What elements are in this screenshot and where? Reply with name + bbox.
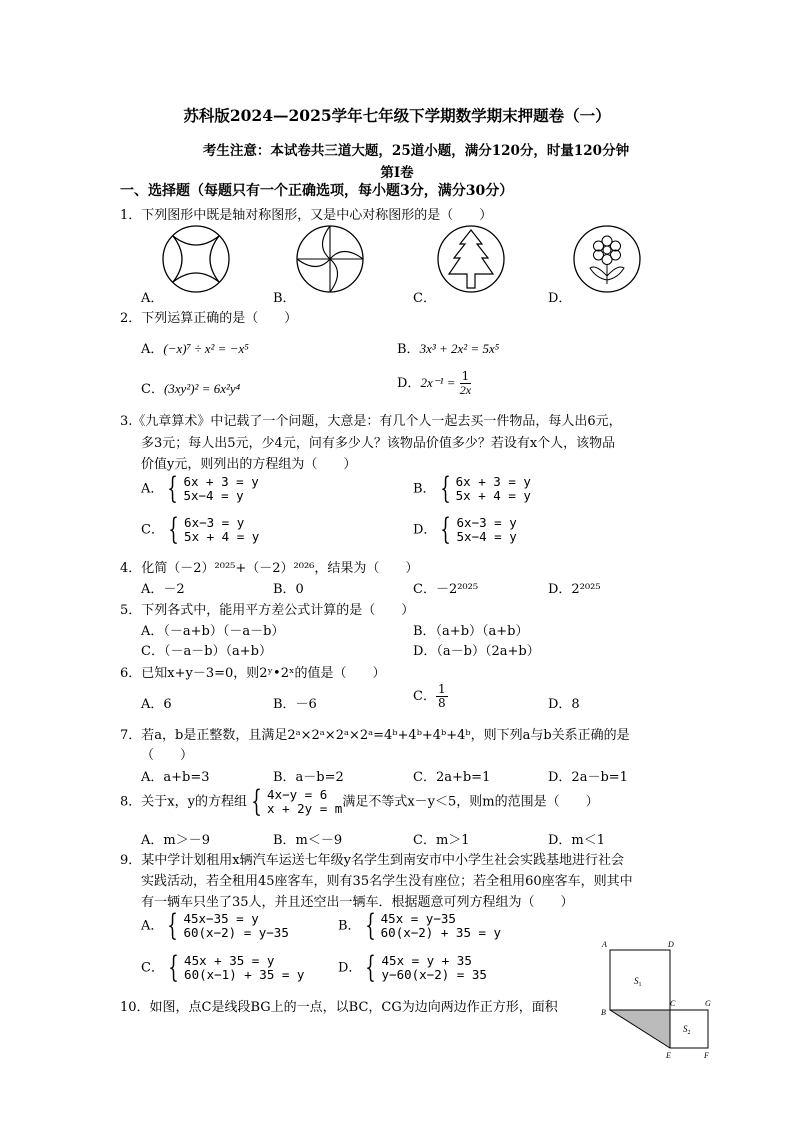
q2-option-a: A．(−x)⁷ ÷ x² = −x⁵ — [141, 341, 249, 357]
q2-stem: 2．下列运算正确的是（ ） — [120, 311, 298, 326]
q6-option-d: D．8 — [548, 697, 580, 712]
q2-option-c: C．(3xy²)² = 6x²y⁴ — [141, 381, 241, 397]
volume-label: 第Ⅰ卷 — [380, 165, 414, 181]
q10-stem: 10．如图，点C是线段BG上的一点，以BC，CG为边向两边作正方形，面积 — [120, 1000, 558, 1015]
q8-option-c: C．m＞1 — [413, 833, 470, 848]
label-b: B — [601, 1008, 606, 1017]
q4-option-a: A．－2 — [141, 582, 185, 597]
label-e: E — [666, 1051, 671, 1060]
q4-stem: 4．化简（－2）²⁰²⁵+（－2）²⁰²⁶，结果为（ ） — [120, 561, 419, 576]
q8-option-d: D．m＜1 — [548, 833, 606, 848]
q6-option-c: C． $\frac{1}{8}$ — [413, 682, 446, 710]
q6-stem: 6．已知x+y－3=0，则2ʸ•2ˣ的值是（ ） — [120, 666, 386, 681]
q8-option-b: B．m＜－9 — [273, 833, 343, 848]
q4-option-b: B．0 — [273, 582, 304, 597]
exam-notice: 考生注意：本试卷共三道大题，25道小题，满分120分，时量120分钟 — [202, 143, 630, 159]
q1-option-c: C． — [413, 291, 436, 306]
q7-option-c: C．2a+b=1 — [413, 770, 491, 785]
q10-figure — [598, 937, 723, 1062]
q9-line-1: 9．某中学计划租用x辆汽车运送七年级y名学生到南安市中小学生社会实践基地进行社会 — [120, 853, 624, 868]
q6-option-a: A．6 — [141, 697, 172, 712]
q9-option-b: B． { 45x = y−35 60(x−2) + 35 = y — [338, 908, 502, 943]
q9-line-3: 有一辆车只坐了35人，并且还空出一辆车．根据题意可列方程组为（ ） — [141, 895, 574, 910]
q3-option-d: D． { 6x−3 = y 5x−4 = y — [413, 512, 517, 547]
label-s2: $S_2$ — [683, 1024, 691, 1036]
q9-option-a: A． { 45x−35 = y 60(x−2) = y−35 — [141, 908, 289, 943]
label-d: D — [668, 940, 674, 949]
q4-option-c: C．－2²⁰²⁵ — [413, 582, 479, 597]
q5-option-a: A．（－a+b）（－a－b） — [141, 624, 285, 639]
q7-line-2: （ ） — [141, 748, 194, 763]
q1-option-b: B． — [273, 291, 296, 306]
q7-option-b: B．a－b=2 — [273, 770, 344, 785]
q8-option-a: A．m＞－9 — [141, 833, 210, 848]
q1-figure-d — [572, 224, 642, 294]
q3-line-1: 3.《九章算术》中记载了一个问题，大意是：有几个人一起去买一件物品，每人出6元， — [120, 414, 622, 429]
label-a: A — [602, 940, 607, 949]
q1-figure-a — [161, 224, 231, 294]
q3-line-2: 多3元；每人出5元，少4元，问有多少人？该物品价值多少？若设有x个人，该物品 — [141, 436, 616, 451]
q7-line-1: 7．若a，b是正整数，且满足2ᵃ×2ᵃ×2ᵃ×2ᵃ=4ᵇ+4ᵇ+4ᵇ+4ᵇ，则下列a与b关系正确的是 — [120, 728, 630, 743]
label-c: C — [670, 999, 676, 1008]
q7-option-d: D．2a－b=1 — [548, 770, 628, 785]
paper-title: 苏科版2024—2025学年七年级下学期数学期末押题卷（一） — [183, 106, 611, 125]
q9-line-2: 实践活动，若全租用45座客车，则有35名学生没有座位；若全租用60座客车，则其中 — [141, 874, 633, 889]
q9-option-d: D． { 45x = y + 35 y−60(x−2) = 35 — [338, 950, 487, 985]
label-f: F — [704, 1051, 709, 1060]
q3-line-3: 价值y元，则列出的方程组为（ ） — [141, 457, 357, 472]
q1-figure-b — [295, 224, 365, 294]
q4-option-d: D．2²⁰²⁵ — [548, 582, 601, 597]
q5-option-b: B．（a+b）（a+b） — [413, 624, 529, 639]
q5-stem: 5．下列各式中，能用平方差公式计算的是（ ） — [120, 603, 415, 618]
q1-option-a: A． — [141, 291, 164, 306]
q7-option-a: A．a+b=3 — [141, 770, 210, 785]
section-heading: 一、选择题（每题只有一个正确选项，每小题3分，满分30分） — [120, 183, 514, 199]
q6-option-b: B．－6 — [273, 697, 317, 712]
q2-option-b: B．3x³ + 2x² = 5x⁵ — [397, 341, 500, 357]
q3-option-a: A． { 6x + 3 = y 5x−4 = y — [141, 471, 259, 506]
q3-option-b: B． { 6x + 3 = y 5x + 4 = y — [413, 471, 531, 506]
label-s1: $S_1$ — [634, 976, 642, 988]
label-g: G — [705, 999, 711, 1008]
q5-option-c: C．（－a－b）（a+b） — [141, 644, 272, 659]
q3-option-c: C． { 6x−3 = y 5x + 4 = y — [141, 512, 260, 547]
q1-option-d: D． — [548, 291, 572, 306]
q5-option-d: D．（a－b）（2a+b） — [413, 644, 540, 659]
q2-option-d: D．2x⁻¹ = $\frac{1}{2x}$ — [397, 369, 472, 397]
q1-stem: 1．下列图形中既是轴对称图形，又是中心对称图形的是（ ） — [120, 208, 493, 223]
q9-option-c: C． { 45x + 35 = y 60(x−1) + 35 = y — [141, 950, 305, 985]
q1-figure-c — [436, 224, 506, 294]
q8-stem: 8．关于x，y的方程组 { 4x−y = 6 x + 2y = m 满足不等式x－y＜5，则m的范围是（ ） — [120, 784, 599, 819]
